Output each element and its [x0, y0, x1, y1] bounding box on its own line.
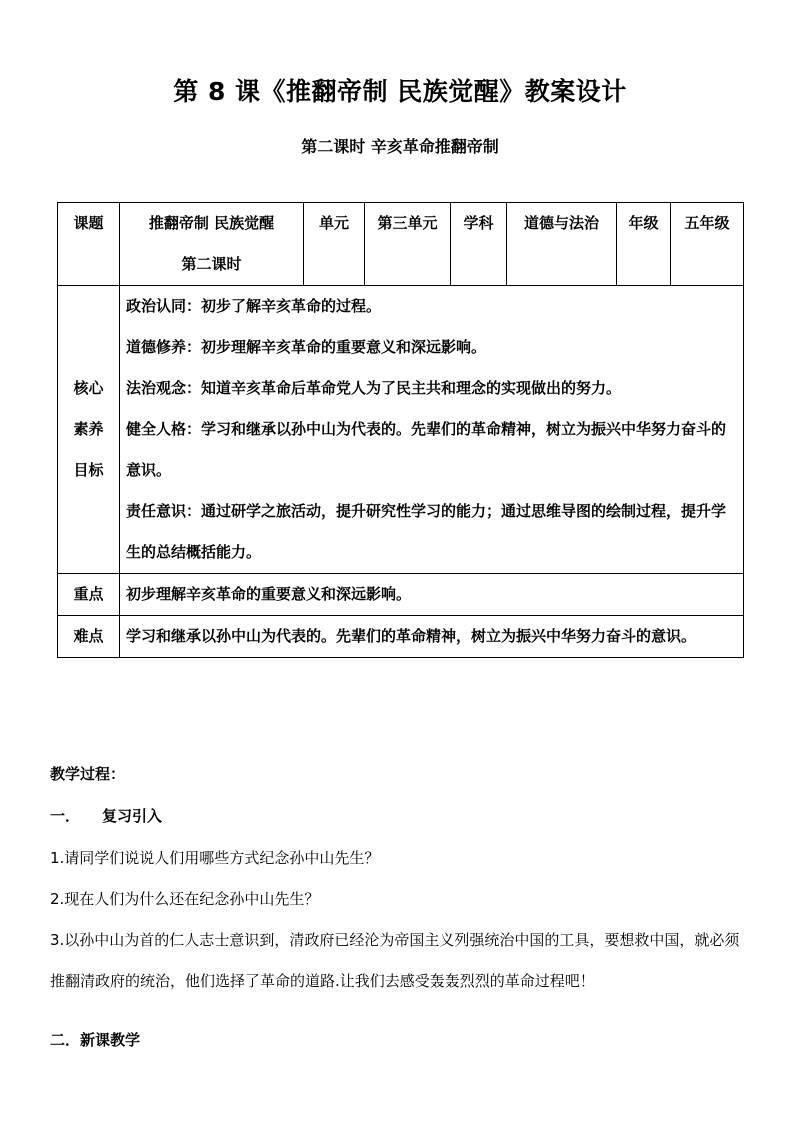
grade-label: 年级	[617, 203, 671, 286]
core-label-1: 核心	[73, 379, 104, 397]
difficulty-label: 难点	[58, 616, 120, 658]
section-1-heading	[50, 800, 750, 832]
unit-label: 单元	[304, 203, 365, 286]
grade-value: 五年级	[671, 203, 744, 286]
section-1-number: 一．	[50, 807, 81, 825]
core-label-2: 素养	[73, 420, 104, 438]
core-goals-label	[58, 286, 120, 574]
difficulty-text: 学习和继承以孙中山为代表的。先辈们的革命精神，树立为振兴中华努力奋斗的意识。	[126, 627, 697, 645]
lesson-info-table	[57, 202, 744, 658]
key-point-label: 重点	[58, 574, 120, 616]
topic-line-2: 第二课时	[181, 255, 242, 273]
subject-value: 道德与法治	[507, 203, 617, 286]
topic-line-1: 推翻帝制 民族觉醒	[148, 214, 275, 232]
table-row-key-point	[58, 574, 744, 616]
table-row-difficulty	[58, 616, 744, 658]
page-subtitle: 第二课时 辛亥革命推翻帝制	[301, 137, 499, 156]
goal-item: 道德修养：初步理解辛亥革命的重要意义和深远影响。	[126, 338, 487, 356]
topic-value	[120, 203, 304, 286]
key-point-text: 初步理解辛亥革命的重要意义和深远影响。	[126, 585, 412, 603]
review-item: 2.现在人们为什么还在纪念孙中山先生？	[50, 890, 320, 908]
unit-value: 第三单元	[365, 203, 451, 286]
section-2-heading: 二．新课教学	[50, 1031, 141, 1049]
goal-item: 法治观念：知道辛亥革命后革命党人为了民主共和理念的实现做出的努力。	[126, 379, 622, 397]
topic-label: 课题	[58, 203, 120, 286]
goal-item: 健全人格：学习和继承以孙中山为代表的。先辈们的革命精神，树立为振兴中华努力奋斗的意识。	[126, 420, 727, 479]
key-point-value	[120, 574, 744, 616]
goal-item: 政治认同：初步了解辛亥革命的过程。	[126, 297, 382, 315]
process-heading: 教学过程：	[50, 765, 126, 783]
section-1-title: 复习引入	[102, 807, 163, 825]
difficulty-value	[120, 616, 744, 658]
core-goals-list	[120, 286, 744, 574]
page-title: 第 8 课《推翻帝制 民族觉醒》教案设计	[173, 77, 627, 106]
table-row-core-goals	[58, 286, 744, 574]
core-label-3: 目标	[73, 461, 104, 479]
review-item: 3.以孙中山为首的仁人志士意识到，清政府已经沦为帝国主义列强统治中国的工具，要想救中国，就必须推翻清政府的统治，他们选择了革命的道路.让我们去感受轰轰烈烈的革命过程吧！	[50, 931, 740, 990]
subject-label: 学科	[451, 203, 507, 286]
goal-item: 责任意识：通过研学之旅活动，提升研究性学习的能力；通过思维导图的绘制过程，提升学生的总结概括能力。	[126, 502, 727, 561]
review-item: 1.请同学们说说人们用哪些方式纪念孙中山先生？	[50, 849, 380, 867]
table-row-topic	[58, 203, 744, 286]
